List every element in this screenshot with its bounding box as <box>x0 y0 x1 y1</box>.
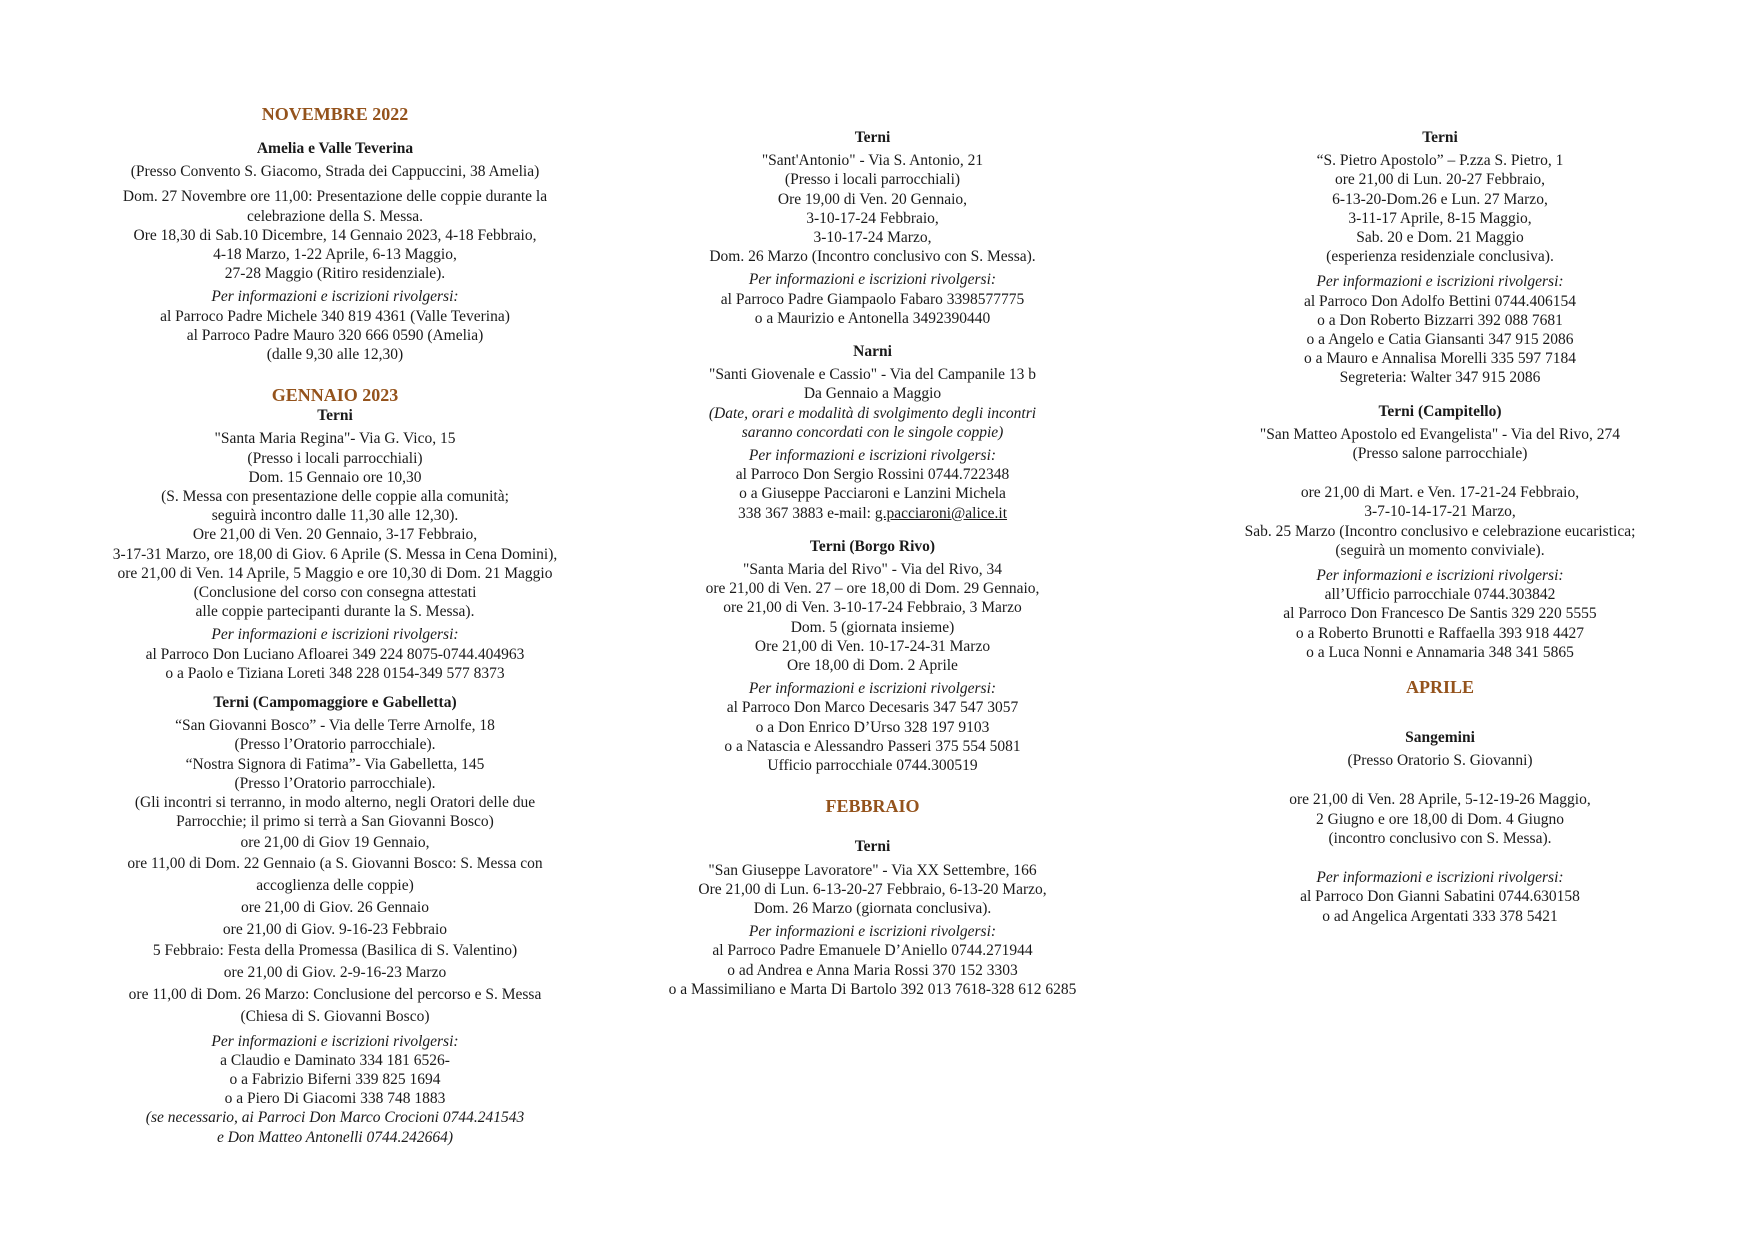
schedule-line: 5 Febbraio: Festa della Promessa (Basilica di S. Valentino) <box>152 942 518 960</box>
schedule-line: Da Gennaio a Maggio <box>803 385 942 403</box>
schedule-block <box>1205 790 1675 848</box>
schedule-block <box>1205 425 1675 463</box>
contact-line: o a Massimiliano e Marta Di Bartolo 392 013 7618-328 612 6285 <box>668 980 1077 998</box>
contact-line: o a Fabrizio Biferni 339 825 1694 <box>229 1071 441 1089</box>
schedule-line: ore 21,00 di Giov 19 Gennaio, <box>240 833 430 851</box>
schedule-line: 3-11-17 Aprile, 8-15 Maggio, <box>1348 209 1532 227</box>
schedule-line: Ore 19,00 di Ven. 20 Gennaio, <box>777 190 968 208</box>
contacts-block <box>650 922 1095 999</box>
contact-line: o a Maurizio e Antonella 3492390440 <box>754 309 991 327</box>
note-line: (se necessario, ai Parroci Don Marco Crocioni 0744.241543 <box>145 1109 525 1127</box>
contact-line: o a Luca Nonni e Annamaria 348 341 5865 <box>1306 643 1574 661</box>
contact-line: al Parroco Don Gianni Sabatini 0744.630158 <box>1300 888 1580 906</box>
schedule-line: (Presso l’Oratorio parrocchiale). <box>234 774 436 792</box>
contact-line: o ad Andrea e Anna Maria Rossi 370 152 3303 <box>727 961 1018 979</box>
contact-line: all’Ufficio parrocchiale 0744.303842 <box>1324 586 1556 604</box>
contact-line: o a Angelo e Catia Giansanti 347 915 2086 <box>1306 331 1574 349</box>
schedule-line: "Santa Maria Regina"- Via G. Vico, 15 <box>214 430 456 448</box>
contact-line: o a Piero Di Giacomi 338 748 1883 <box>224 1090 446 1108</box>
schedule-line: (Gli incontri si terranno, in modo alterno, negli Oratori delle due <box>134 794 536 812</box>
info-label: Per informazioni e iscrizioni rivolgersi: <box>748 680 997 698</box>
contacts-block <box>100 625 570 683</box>
contact-line: o a Paolo e Tiziana Loreti 348 228 0154-349 577 8373 <box>165 664 505 682</box>
email-link[interactable]: g.pacciaroni@alice.it <box>874 504 1008 522</box>
info-label: Per informazioni e iscrizioni rivolgersi: <box>211 626 459 644</box>
place-heading-terni: Terni <box>317 407 353 425</box>
info-label: Per informazioni e iscrizioni rivolgersi: <box>211 288 459 306</box>
schedule-block <box>650 861 1095 919</box>
contact-line: (dalle 9,30 alle 12,30) <box>266 346 404 364</box>
contact-line: o a Natascia e Alessandro Passeri 375 554 5081 <box>724 737 1021 755</box>
contact-line: o a Don Enrico D’Urso 328 197 9103 <box>755 718 990 736</box>
contacts-block <box>650 679 1095 775</box>
schedule-line: (seguirà un momento conviviale). <box>1335 541 1545 559</box>
schedule-line: Ore 21,00 di Ven. 20 Gennaio, 3-17 Febbraio, <box>192 526 478 544</box>
schedule-line: ore 11,00 di Dom. 22 Gennaio (a S. Giovanni Bosco: S. Messa con <box>127 855 543 873</box>
schedule-line: (Chiesa di S. Giovanni Bosco) <box>240 1007 430 1025</box>
contacts-block <box>1205 272 1675 387</box>
month-heading-febbraio: FEBBRAIO <box>825 796 920 817</box>
contact-phone: 338 367 3883 e-mail: <box>737 504 875 522</box>
schedule-line: Ore 21,00 di Ven. 10-17-24-31 Marzo <box>754 637 991 655</box>
info-label: Per informazioni e iscrizioni rivolgersi: <box>1316 567 1564 585</box>
schedule-line: 3-17-31 Marzo, ore 18,00 di Giov. 6 Aprile (S. Messa in Cena Domini), <box>112 545 558 563</box>
schedule-line: 3-10-17-24 Marzo, <box>813 229 932 247</box>
contact-line: al Parroco Padre Giampaolo Fabaro 3398577775 <box>720 290 1025 308</box>
schedule-line: Ore 21,00 di Lun. 6-13-20-27 Febbraio, 6-13-20 Marzo, <box>698 880 1047 898</box>
schedule-line: ore 21,00 di Ven. 28 Aprile, 5-12-19-26 Maggio, <box>1289 791 1591 809</box>
place-heading-terni: Terni <box>854 838 891 856</box>
schedule-line: alle coppie partecipanti durante la S. Messa). <box>195 603 475 621</box>
schedule-line: seguirà incontro dalle 11,30 alle 12,30). <box>211 507 459 525</box>
contact-line: o a Mauro e Annalisa Morelli 335 597 7184 <box>1303 350 1577 368</box>
schedule-block <box>100 832 570 1028</box>
schedule-block <box>650 560 1095 675</box>
info-label: Per informazioni e iscrizioni rivolgersi: <box>748 447 997 465</box>
schedule-line: Dom. 15 Gennaio ore 10,30 <box>248 468 422 486</box>
schedule-note-line: (Date, orari e modalità di svolgimento degli incontri <box>708 404 1037 422</box>
schedule-line: celebrazione della S. Messa. <box>246 207 424 225</box>
schedule-line: (incontro conclusivo con S. Messa). <box>1328 829 1552 847</box>
contact-line: o a Giuseppe Pacciaroni e Lanzini Michela <box>739 485 1006 503</box>
schedule-block <box>650 151 1095 266</box>
contact-line: al Parroco Padre Emanuele D’Aniello 0744.271944 <box>712 942 1033 960</box>
month-heading-aprile: APRILE <box>1405 677 1474 698</box>
schedule-block <box>100 716 570 831</box>
place-heading-borgo-rivo: Terni (Borgo Rivo) <box>809 537 936 555</box>
venue-line: (Presso Convento S. Giacomo, Strada dei Cappuccini, 38 Amelia) <box>130 163 540 181</box>
month-heading-gennaio: GENNAIO 2023 <box>271 385 399 406</box>
month-heading-novembre: NOVEMBRE 2022 <box>261 104 409 124</box>
schedule-line: “Nostra Signora di Fatima”- Via Gabelletta, 145 <box>185 755 485 773</box>
schedule-line: ore 21,00 di Giov. 9-16-23 Febbraio <box>222 920 448 938</box>
contact-line: Segreteria: Walter 347 915 2086 <box>1339 369 1541 387</box>
schedule-block <box>1205 151 1675 266</box>
schedule-line: Dom. 27 Novembre ore 11,00: Presentazione delle coppie durante la <box>122 188 548 206</box>
place-heading-campitello: Terni (Campitello) <box>1378 402 1502 420</box>
schedule-line: Dom. 26 Marzo (Incontro conclusivo con S. Messa). <box>709 248 1036 266</box>
contact-line: al Parroco Padre Michele 340 819 4361 (Valle Teverina) <box>160 307 510 325</box>
schedule-line: Ore 18,00 di Dom. 2 Aprile <box>787 657 958 675</box>
info-label: Per informazioni e iscrizioni rivolgersi: <box>211 1032 459 1050</box>
schedule-line: (Presso salone parrocchiale) <box>1352 445 1528 463</box>
contact-line: al Parroco Don Francesco De Santis 329 220 5555 <box>1283 605 1597 623</box>
schedule-line: (Presso i locali parrocchiali) <box>784 171 961 189</box>
schedule-line: accoglienza delle coppie) <box>256 877 414 895</box>
schedule-line: “S. Pietro Apostolo” – P.zza S. Pietro, 1 <box>1316 152 1564 170</box>
schedule-line: Sab. 25 Marzo (Incontro conclusivo e celebrazione eucaristica; <box>1244 522 1636 540</box>
contact-line <box>650 504 1095 523</box>
contact-line: al Parroco Don Marco Decesaris 347 547 3057 <box>726 699 1019 717</box>
place-heading-narni: Narni <box>853 343 892 361</box>
schedule-line: Sab. 20 e Dom. 21 Maggio <box>1356 229 1524 247</box>
schedule-block <box>100 187 570 283</box>
schedule-line: 3-10-17-24 Febbraio, <box>806 209 939 227</box>
schedule-line: 4-18 Marzo, 1-22 Aprile, 6-13 Maggio, <box>213 246 457 264</box>
schedule-block <box>100 429 570 621</box>
contacts-block <box>100 287 570 364</box>
contacts-block <box>1205 868 1675 926</box>
schedule-line: ore 21,00 di Ven. 3-10-17-24 Febbraio, 3 Marzo <box>723 599 1022 617</box>
schedule-line: ore 21,00 di Giov. 2-9-16-23 Marzo <box>223 964 447 982</box>
place-heading-terni: Terni <box>1422 129 1458 146</box>
contacts-block <box>650 446 1095 523</box>
schedule-line: (S. Messa con presentazione delle coppie alla comunità; <box>161 488 509 506</box>
schedule-line: 6-13-20-Dom.26 e Lun. 27 Marzo, <box>1332 190 1548 208</box>
schedule-line: ore 21,00 di Ven. 14 Aprile, 5 Maggio e ore 10,30 di Dom. 21 Maggio <box>117 564 553 582</box>
schedule-line: "Santa Maria del Rivo" - Via del Rivo, 34 <box>743 561 1002 579</box>
schedule-block <box>650 365 1095 442</box>
schedule-block <box>1205 483 1675 560</box>
schedule-line: "San Matteo Apostolo ed Evangelista" - Via del Rivo, 274 <box>1259 425 1621 443</box>
schedule-line: (esperienza residenziale conclusiva). <box>1326 248 1554 266</box>
schedule-line: “San Giovanni Bosco” - Via delle Terre Arnolfe, 18 <box>175 717 495 735</box>
schedule-line: (Presso i locali parrocchiali) <box>247 449 423 467</box>
schedule-line: (Conclusione del corso con consegna attestati <box>193 584 477 602</box>
contact-line: al Parroco Don Luciano Afloarei 349 224 8075-0744.404963 <box>145 645 525 663</box>
schedule-line: ore 21,00 di Ven. 27 – ore 18,00 di Dom. 29 Gennaio, <box>705 580 1040 598</box>
column-right <box>1205 128 1675 926</box>
schedule-line: 2 Giugno e ore 18,00 di Dom. 4 Giugno <box>1316 810 1564 828</box>
schedule-note-line: saranno concordati con le singole coppie) <box>741 423 1004 441</box>
contact-line: o ad Angelica Argentati 333 378 5421 <box>1322 907 1558 925</box>
contact-line: a Claudio e Daminato 334 181 6526- <box>220 1051 450 1069</box>
schedule-line: Dom. 26 Marzo (giornata conclusiva). <box>753 899 992 917</box>
column-left <box>100 103 570 1147</box>
schedule-line: 3-7-10-14-17-21 Marzo, <box>1364 503 1516 521</box>
schedule-line: ore 21,00 di Lun. 20-27 Febbraio, <box>1334 171 1546 189</box>
place-heading-amelia: Amelia e Valle Teverina <box>256 140 414 157</box>
schedule-line: Parrocchie; il primo si terrà a San Giovanni Bosco) <box>176 813 494 831</box>
schedule-line: Dom. 5 (giornata insieme) <box>790 618 955 636</box>
schedule-line: (Presso l’Oratorio parrocchiale). <box>234 736 436 754</box>
schedule-line: ore 11,00 di Dom. 26 Marzo: Conclusione del percorso e S. Messa <box>128 986 542 1004</box>
schedule-line: ore 21,00 di Giov. 26 Gennaio <box>241 898 429 916</box>
venue-line: (Presso Oratorio S. Giovanni) <box>1347 752 1533 770</box>
contacts-block <box>100 1032 570 1147</box>
contact-line: al Parroco Padre Mauro 320 666 0590 (Amelia) <box>186 326 484 344</box>
schedule-line: ore 21,00 di Mart. e Ven. 17-21-24 Febbraio, <box>1300 484 1580 502</box>
schedule-line: "Santi Giovenale e Cassio" - Via del Campanile 13 b <box>709 366 1036 384</box>
info-label: Per informazioni e iscrizioni rivolgersi: <box>748 271 997 289</box>
note-line: e Don Matteo Antonelli 0744.242664) <box>216 1128 454 1146</box>
contact-line: o a Don Roberto Bizzarri 392 088 7681 <box>1317 311 1563 329</box>
place-heading-terni: Terni <box>854 129 891 146</box>
contact-line: o a Roberto Brunotti e Raffaella 393 918 4427 <box>1295 624 1585 642</box>
contacts-block <box>1205 566 1675 662</box>
place-heading-campomaggiore: Terni (Campomaggiore e Gabelletta) <box>213 694 457 712</box>
schedule-line: "Sant'Antonio" - Via S. Antonio, 21 <box>761 152 984 170</box>
contact-line: al Parroco Don Sergio Rossini 0744.722348 <box>735 466 1010 484</box>
place-heading-sangemini: Sangemini <box>1405 729 1475 747</box>
info-label: Per informazioni e iscrizioni rivolgersi: <box>1316 869 1564 887</box>
contact-line: al Parroco Don Adolfo Bettini 0744.406154 <box>1303 292 1577 310</box>
info-label: Per informazioni e iscrizioni rivolgersi: <box>748 923 997 941</box>
schedule-line: "San Giuseppe Lavoratore" - Via XX Settembre, 166 <box>708 861 1037 879</box>
schedule-line: 27-28 Maggio (Ritiro residenziale). <box>224 265 446 283</box>
contacts-block <box>650 270 1095 328</box>
schedule-line: Ore 18,30 di Sab.10 Dicembre, 14 Gennaio 2023, 4-18 Febbraio, <box>133 226 537 244</box>
contact-line: Ufficio parrocchiale 0744.300519 <box>767 757 978 775</box>
column-center <box>650 128 1095 999</box>
info-label: Per informazioni e iscrizioni rivolgersi: <box>1316 273 1564 291</box>
